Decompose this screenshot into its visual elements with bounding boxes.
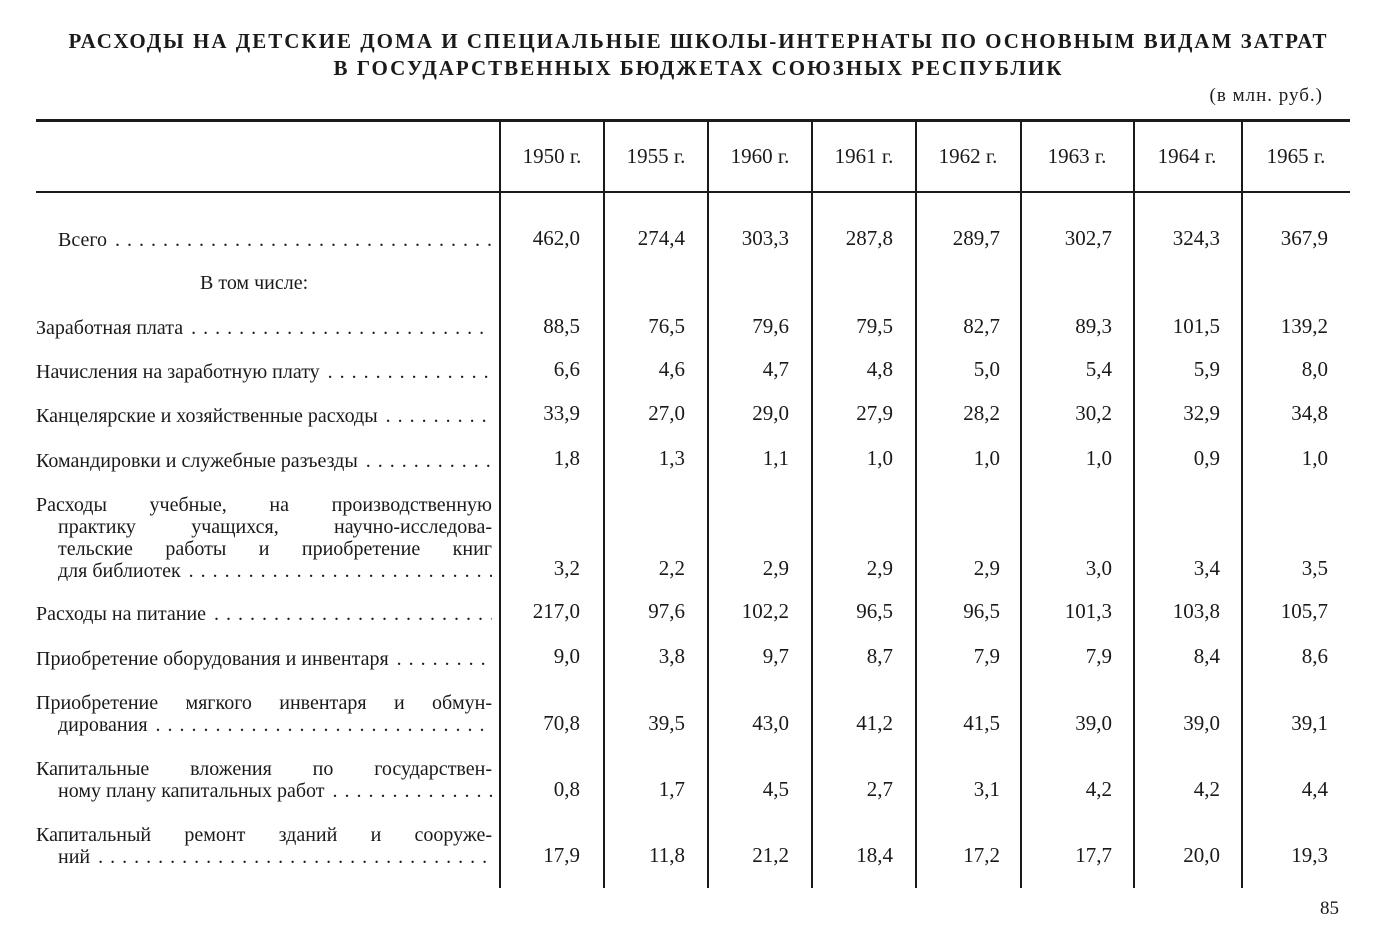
table-cell: 8,6 — [1301, 644, 1328, 668]
row-label-line: Капитальные вложения по государствен- — [36, 758, 492, 780]
table-cell: 17,7 — [1075, 843, 1112, 867]
table-cell: 274,4 — [637, 226, 685, 250]
table-cell: 287,8 — [845, 226, 893, 250]
table-cell: 19,3 — [1291, 843, 1328, 867]
table-cell: 43,0 — [752, 711, 789, 735]
table-cell: 34,8 — [1291, 401, 1328, 425]
table-cell: 11,8 — [649, 843, 685, 867]
table-cell: 79,6 — [752, 314, 789, 338]
year-header-5: 1962 г. — [938, 144, 998, 168]
table-cell: 88,5 — [543, 314, 580, 338]
table-cell: 27,9 — [856, 401, 893, 425]
table-cell: 39,0 — [1183, 711, 1220, 735]
table-header-rule — [36, 191, 1350, 193]
table-cell: 4,8 — [866, 357, 893, 381]
units-note: (в млн. руб.) — [1209, 85, 1323, 106]
year-header-2: 1955 г. — [626, 144, 686, 168]
table-cell: 5,4 — [1085, 357, 1112, 381]
table-cell: 20,0 — [1183, 843, 1220, 867]
row-label-line: дирования — [58, 714, 148, 736]
table-cell: 3,2 — [553, 556, 580, 580]
table-cell: 3,5 — [1301, 556, 1328, 580]
table-cell: 3,1 — [973, 777, 1000, 801]
table-cell: 0,9 — [1193, 446, 1220, 470]
table-cell: 4,2 — [1085, 777, 1112, 801]
table-cell: 5,9 — [1193, 357, 1220, 381]
table-cell: 21,2 — [752, 843, 789, 867]
page-number: 85 — [1320, 898, 1339, 919]
row-label-line: Начисления на заработную плату — [36, 361, 320, 383]
table-cell: 2,2 — [658, 556, 685, 580]
table-cell: 105,7 — [1280, 599, 1328, 623]
table-cell: 302,7 — [1064, 226, 1112, 250]
row-label-line: Расходы на питание — [36, 603, 207, 625]
table-cell: 96,5 — [856, 599, 893, 623]
row-label-line: ному плану капитальных работ — [58, 780, 325, 802]
table-cell: 1,0 — [973, 446, 1000, 470]
row-label-line: Приобретение оборудования и инвентаря — [36, 648, 389, 670]
table-cell: 6,6 — [553, 357, 580, 381]
row-label-line: Расходы учебные, на производственную — [36, 494, 492, 516]
table-cell: 2,7 — [866, 777, 893, 801]
table-cell: 0,8 — [553, 777, 580, 801]
table-cell: 17,2 — [963, 843, 1000, 867]
table-cell: 7,9 — [973, 644, 1000, 668]
table-cell: 303,3 — [741, 226, 789, 250]
table-cell: 1,0 — [1301, 446, 1328, 470]
row-label-line: тельские работы и приобретение книг — [58, 538, 492, 560]
table-cell: 4,2 — [1193, 777, 1220, 801]
year-header-8: 1965 г. — [1266, 144, 1326, 168]
table-cell: 97,6 — [648, 599, 685, 623]
table-cell: 1,8 — [553, 446, 580, 470]
year-header-1: 1950 г. — [522, 144, 582, 168]
row-label — [36, 405, 492, 427]
table-cell: 8,7 — [866, 644, 893, 668]
row-label-line: Заработная плата — [36, 317, 184, 339]
row-label-line: Командировки и служебные разъезды — [36, 450, 358, 472]
row-label — [36, 758, 492, 802]
row-label — [36, 450, 492, 472]
table-cell: 1,1 — [762, 446, 789, 470]
row-label-line: Капитальный ремонт зданий и сооруже- — [36, 824, 492, 846]
table-cell: 18,4 — [856, 843, 893, 867]
year-header-6: 1963 г. — [1047, 144, 1107, 168]
table-cell: 367,9 — [1280, 226, 1328, 250]
table-cell: 217,0 — [532, 599, 580, 623]
table-cell: 4,6 — [658, 357, 685, 381]
table-cell: 102,2 — [741, 599, 789, 623]
table-cell: 9,0 — [553, 644, 580, 668]
table-cell: 289,7 — [952, 226, 1000, 250]
table-cell: 101,5 — [1172, 314, 1220, 338]
row-label — [36, 692, 492, 736]
table-cell: 3,4 — [1193, 556, 1220, 580]
year-header-3: 1960 г. — [730, 144, 790, 168]
row-label — [58, 229, 492, 251]
table-cell: 39,5 — [648, 711, 685, 735]
table-cell: 27,0 — [648, 401, 685, 425]
table-cell: 7,9 — [1085, 644, 1112, 668]
row-label-line: практику учащихся, научно-исследова- — [58, 516, 492, 538]
table-cell: 33,9 — [543, 401, 580, 425]
table-title-line-1: РАСХОДЫ НА ДЕТСКИЕ ДОМА И СПЕЦИАЛЬНЫЕ ШКОЛЫ-ИНТЕРНАТЫ ПО ОСНОВНЫМ ВИДАМ ЗАТРАТ — [68, 29, 1329, 53]
year-header-4: 1961 г. — [834, 144, 894, 168]
table-cell: 4,7 — [762, 357, 789, 381]
table-cell: 103,8 — [1172, 599, 1220, 623]
table-cell: 1,0 — [866, 446, 893, 470]
year-header-7: 1964 г. — [1157, 144, 1217, 168]
table-cell: 96,5 — [963, 599, 1000, 623]
row-label-line: для библиотек — [58, 560, 181, 582]
row-label-line: Всего — [58, 229, 108, 251]
table-cell: 41,2 — [856, 711, 893, 735]
row-label — [36, 317, 492, 339]
table-title-line-2: В ГОСУДАРСТВЕННЫХ БЮДЖЕТАХ СОЮЗНЫХ РЕСПУБЛИК — [333, 56, 1064, 80]
row-label — [36, 361, 492, 383]
table-cell: 4,4 — [1301, 777, 1328, 801]
row-label — [36, 603, 492, 625]
table-cell: 2,9 — [866, 556, 893, 580]
table-cell: 82,7 — [963, 314, 1000, 338]
table-cell: 3,8 — [658, 644, 685, 668]
row-label — [36, 494, 492, 582]
table-cell: 324,3 — [1172, 226, 1220, 250]
table-cell: 1,7 — [658, 777, 685, 801]
subheading-in-total: В том числе: — [200, 272, 309, 294]
table-cell: 4,5 — [762, 777, 789, 801]
table-cell: 29,0 — [752, 401, 789, 425]
table-cell: 5,0 — [973, 357, 1000, 381]
table-cell: 2,9 — [973, 556, 1000, 580]
table-cell: 1,0 — [1085, 446, 1112, 470]
table-cell: 39,1 — [1291, 711, 1328, 735]
table-cell: 139,2 — [1280, 314, 1328, 338]
table-cell: 28,2 — [963, 401, 1000, 425]
table-cell: 70,8 — [543, 711, 580, 735]
table-cell: 1,3 — [658, 446, 685, 470]
table-cell: 17,9 — [543, 843, 580, 867]
table-cell: 30,2 — [1075, 401, 1112, 425]
table-cell: 8,0 — [1301, 357, 1328, 381]
table-cell: 41,5 — [963, 711, 1000, 735]
table-cell: 3,0 — [1085, 556, 1112, 580]
table-cell: 89,3 — [1075, 314, 1112, 338]
table-cell: 462,0 — [532, 226, 580, 250]
table-cell: 79,5 — [856, 314, 893, 338]
row-label-line: Приобретение мягкого инвентаря и обмун- — [36, 692, 492, 714]
table-cell: 9,7 — [762, 644, 789, 668]
table-cell: 101,3 — [1064, 599, 1112, 623]
table-cell: 2,9 — [762, 556, 789, 580]
row-label — [36, 824, 492, 868]
table-top-rule — [36, 119, 1350, 122]
row-label-line: ний — [58, 846, 91, 868]
table-cell: 39,0 — [1075, 711, 1112, 735]
table-cell: 76,5 — [648, 314, 685, 338]
table-cell: 32,9 — [1183, 401, 1220, 425]
table-cell: 8,4 — [1193, 644, 1220, 668]
row-label-line: Канцелярские и хозяйственные расходы — [36, 405, 378, 427]
row-label — [36, 648, 492, 670]
